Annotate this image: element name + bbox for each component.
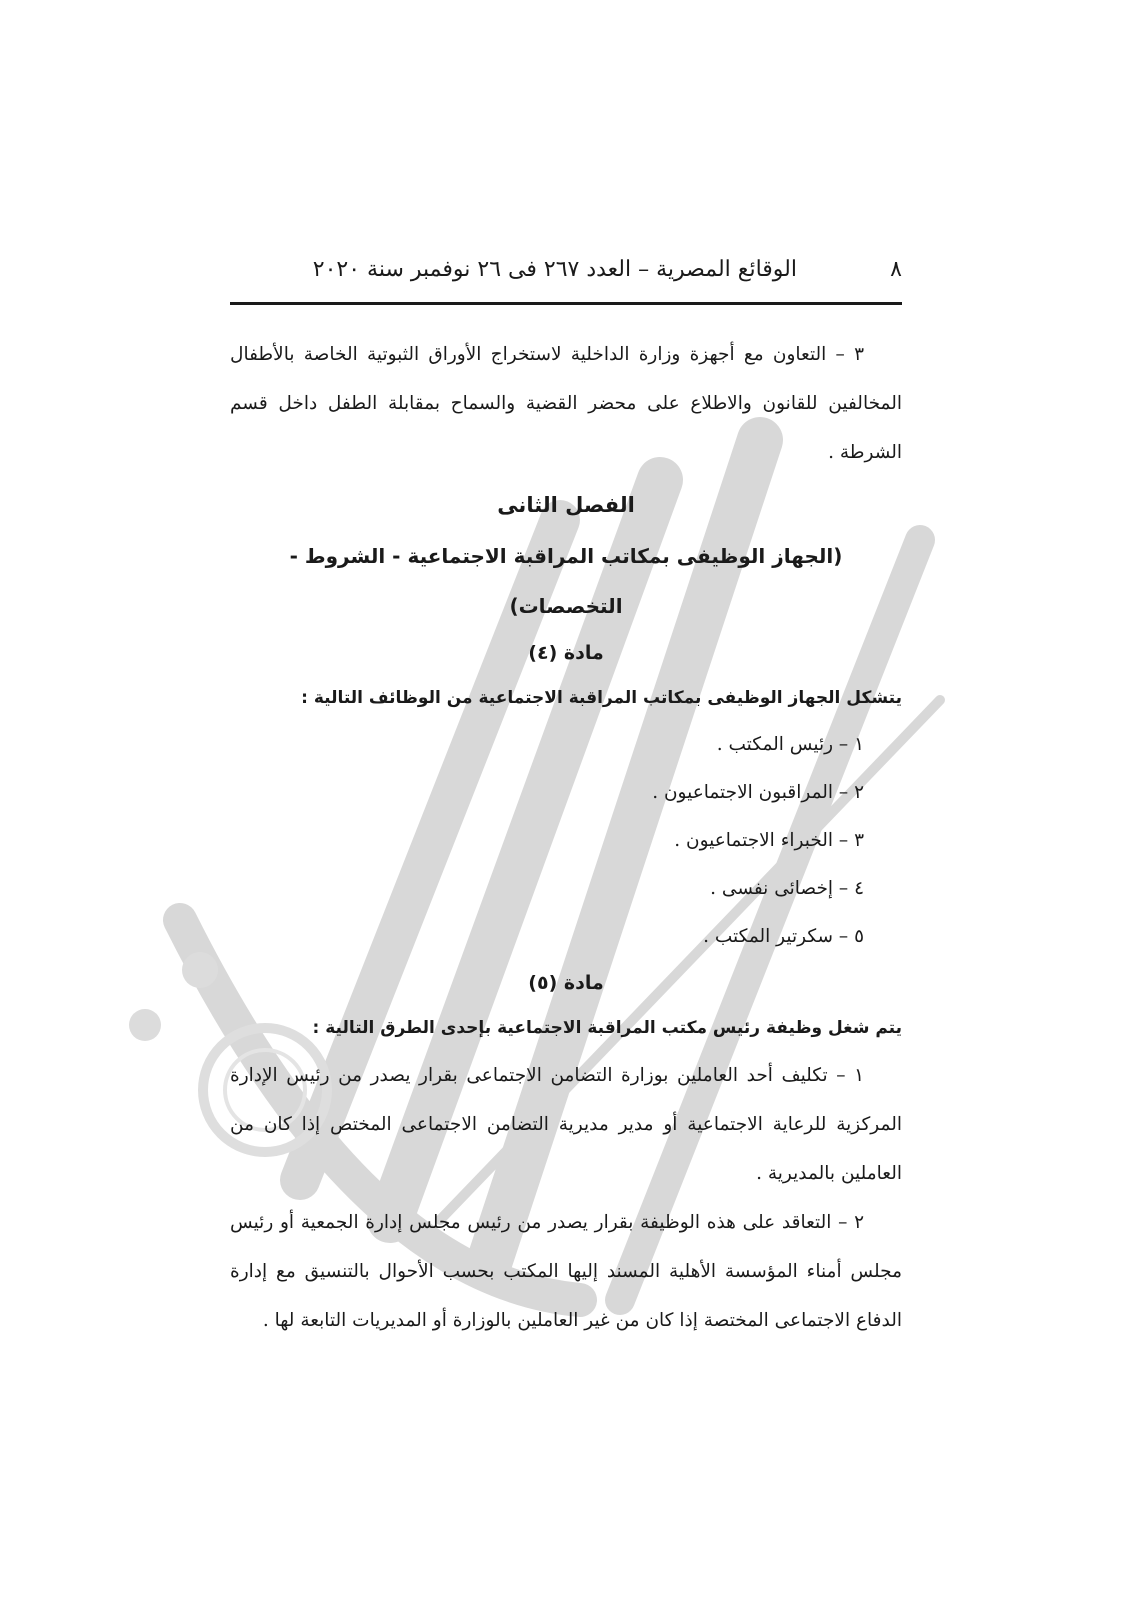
list-item: ٣ – الخبراء الاجتماعيون . xyxy=(674,830,864,851)
chapter-subtitle: (الجهاز الوظيفى بمكاتب المراقبة الاجتماعية - الشروط - التخصصات) xyxy=(289,544,843,618)
document-body xyxy=(230,330,902,1345)
article-4-title: مادة (٤) xyxy=(528,642,604,664)
gazette-title: الوقائع المصرية – العدد ٢٦٧ فى ٢٦ نوفمبر سنة ٢٠٢٠ xyxy=(312,257,797,282)
intro-paragraph: ٣ – التعاون مع أجهزة وزارة الداخلية لاستخراج الأوراق الثبوتية الخاصة بالأطفال المخالفين للقانون والاطلاع على محضر القضية والسماح بمقابلة الطفل داخل قسم الشرطة . xyxy=(230,344,902,463)
list-item: ٢ – المراقبون الاجتماعيون . xyxy=(652,782,864,803)
article-5-paragraph-2: ٢ – التعاقد على هذه الوظيفة بقرار يصدر من رئيس مجلس إدارة الجمعية أو رئيس مجلس أمناء المؤسسة الأهلية المسند إليها المكتب بحسب الأحوال بالتنسيق مع إدارة الدفاع الاجتماعى المختصة إذا كان من غير العاملين بالوزارة أو المديريات التابعة لها . xyxy=(230,1212,902,1331)
list-item: ٤ – إخصائى نفسى . xyxy=(710,878,864,899)
article-5-lead: يتم شغل وظيفة رئيس مكتب المراقبة الاجتماعية بإحدى الطرق التالية : xyxy=(312,1018,902,1038)
header-divider xyxy=(230,302,902,305)
chapter-title: الفصل الثانى xyxy=(497,493,635,517)
page-number: ٨ xyxy=(890,257,902,282)
page-header xyxy=(230,255,902,295)
article-5-title: مادة (٥) xyxy=(528,972,604,994)
article-4-lead: يتشكل الجهاز الوظيفى بمكاتب المراقبة الاجتماعية من الوظائف التالية : xyxy=(301,688,902,708)
article-5-paragraph-1: ١ – تكليف أحد العاملين بوزارة التضامن الاجتماعى بقرار يصدر من رئيس الإدارة المركزية للرعاية الاجتماعية أو مدير مديرية التضامن الاجتماعى المختص إذا كان من العاملين بالمديرية . xyxy=(230,1065,902,1184)
list-item: ٥ – سكرتير المكتب . xyxy=(703,926,864,947)
article-4-list xyxy=(230,721,902,961)
list-item: ١ – رئيس المكتب . xyxy=(716,734,864,755)
